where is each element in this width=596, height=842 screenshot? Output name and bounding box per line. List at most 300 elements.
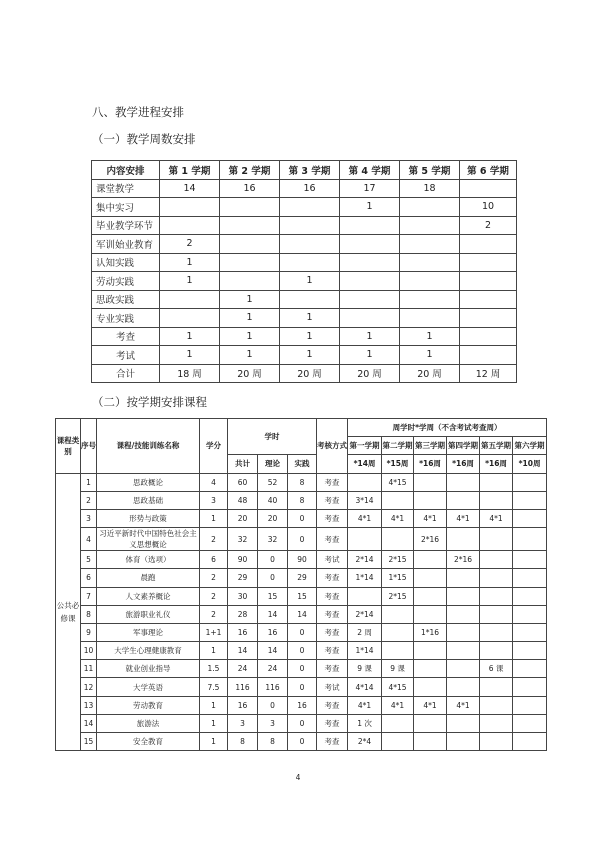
semester-4-cell: 4*1 [447,509,480,527]
week-count-cell [160,198,220,217]
semester-4-cell: 4*1 [447,696,480,714]
hours-practice: 15 [288,587,317,605]
hours-theory: 15 [258,587,288,605]
header-no: 序号 [81,419,97,474]
row-number: 2 [81,491,97,509]
semester-3-cell: 4*1 [414,696,447,714]
semester-6-cell [513,509,547,527]
header-semester-weeks-3: *16周 [414,455,447,473]
hours-total: 14 [228,642,258,660]
hours-total: 20 [228,509,258,527]
header-semester-5: 第 5 学期 [400,161,460,180]
course-name: 劳动教育 [97,696,200,714]
week-count-cell: 1 [160,327,220,346]
semester-2-cell: 2*15 [382,587,414,605]
semester-5-cell [480,642,513,660]
week-count-cell [280,253,340,272]
semester-6-cell [513,623,547,641]
week-count-cell [220,272,280,291]
semester-5-cell [480,678,513,696]
week-count-cell [400,253,460,272]
table-row [92,327,517,346]
semester-5-cell [480,569,513,587]
week-count-cell: 1 [220,327,280,346]
hours-practice: 14 [288,605,317,623]
row-label: 军训始业教育 [92,235,160,254]
header-semester-weeks-4: *16周 [447,455,480,473]
subsection-title-weeks: （一）教学周数安排 [92,132,196,146]
semester-6-cell [513,473,547,491]
header-semester-weeks-6: *10周 [513,455,547,473]
semester-1-cell [348,473,382,491]
course-name: 人文素养概论 [97,587,200,605]
header-exam-method: 考核方式 [317,419,348,474]
row-number: 1 [81,473,97,491]
exam-method: 考查 [317,509,348,527]
week-count-cell [340,253,400,272]
week-count-cell: 10 [460,198,517,217]
hours-theory: 16 [258,623,288,641]
semester-4-cell: 2*16 [447,551,480,569]
hours-practice: 0 [288,509,317,527]
semester-5-cell: 4*1 [480,509,513,527]
course-name: 旅游法 [97,714,200,732]
semester-1-cell: 4*1 [348,696,382,714]
table-row [92,253,517,272]
header-course-name: 课程/技能训练名称 [97,419,200,474]
credit: 6 [200,551,228,569]
week-count-cell [460,235,517,254]
exam-method: 考查 [317,714,348,732]
course-name: 体育（选项） [97,551,200,569]
course-name: 大学英语 [97,678,200,696]
hours-theory: 0 [258,551,288,569]
hours-practice: 8 [288,491,317,509]
week-count-cell [460,346,517,365]
semester-2-cell [382,623,414,641]
row-number: 9 [81,623,97,641]
week-count-cell: 2 [460,216,517,235]
week-count-cell [280,198,340,217]
semester-2-cell: 4*15 [382,678,414,696]
hours-total: 48 [228,491,258,509]
semester-1-cell: 2*4 [348,733,382,751]
week-count-cell [400,309,460,328]
semester-4-cell [447,733,480,751]
table-row [56,569,547,587]
credit: 2 [200,528,228,551]
week-count-cell [460,309,517,328]
semester-3-cell [414,642,447,660]
header-weekly-hours: 周学时*学周（不含考试考查周） [348,419,547,437]
course-name: 大学生心理健康教育 [97,642,200,660]
week-count-cell [340,216,400,235]
hours-practice: 0 [288,660,317,678]
semester-1-cell: 3*14 [348,491,382,509]
table-row [92,346,517,365]
header-semester-3: 第三学期 [414,437,447,455]
week-count-cell [160,216,220,235]
semester-4-cell [447,642,480,660]
table-row [56,714,547,732]
hours-theory: 24 [258,660,288,678]
header-semester-3: 第 3 学期 [280,161,340,180]
week-count-cell [340,235,400,254]
exam-method: 考查 [317,587,348,605]
week-count-cell: 1 [220,309,280,328]
header-semester-weeks-1: *14周 [348,455,382,473]
header-content: 内容安排 [92,161,160,180]
row-label: 合计 [92,364,160,383]
header-semester-6: 第六学期 [513,437,547,455]
week-count-cell: 17 [340,179,400,198]
exam-method: 考查 [317,642,348,660]
semester-2-cell: 9 课 [382,660,414,678]
week-count-cell [220,198,280,217]
semester-3-cell [414,733,447,751]
semester-5-cell [480,714,513,732]
semester-4-cell [447,623,480,641]
course-name: 晨跑 [97,569,200,587]
semester-3-cell: 1*16 [414,623,447,641]
semester-3-cell [414,587,447,605]
table-row [92,290,517,309]
semester-1-cell: 4*14 [348,678,382,696]
hours-theory: 116 [258,678,288,696]
semester-6-cell [513,528,547,551]
table-row [92,235,517,254]
semester-3-cell [414,660,447,678]
exam-method: 考试 [317,551,348,569]
semester-4-cell [447,678,480,696]
exam-method: 考查 [317,623,348,641]
header-hours-total: 共计 [228,455,258,473]
semester-1-cell: 2*14 [348,551,382,569]
week-count-cell [460,272,517,291]
week-count-cell: 20 周 [400,364,460,383]
hours-practice: 0 [288,642,317,660]
semester-1-cell: 1*14 [348,569,382,587]
credit: 1 [200,733,228,751]
row-number: 10 [81,642,97,660]
table-row [56,509,547,527]
hours-total: 16 [228,696,258,714]
row-number: 5 [81,551,97,569]
course-name: 军事理论 [97,623,200,641]
week-count-cell: 1 [400,346,460,365]
week-count-cell: 1 [160,253,220,272]
week-count-cell: 18 周 [160,364,220,383]
semester-5-cell [480,605,513,623]
table-row [56,551,547,569]
table-row [56,528,547,551]
hours-theory: 14 [258,642,288,660]
semester-4-cell [447,714,480,732]
hours-practice: 0 [288,678,317,696]
table-row [56,660,547,678]
semester-5-cell [480,733,513,751]
exam-method: 考查 [317,491,348,509]
credit: 1 [200,642,228,660]
course-name: 思政概论 [97,473,200,491]
row-number: 14 [81,714,97,732]
hours-theory: 40 [258,491,288,509]
hours-total: 28 [228,605,258,623]
row-number: 4 [81,528,97,551]
week-count-cell: 1 [160,272,220,291]
semester-1-cell [348,528,382,551]
table-row [56,587,547,605]
semester-2-cell [382,491,414,509]
week-count-cell [460,327,517,346]
week-count-cell: 1 [220,290,280,309]
semester-2-cell [382,528,414,551]
table-row [92,179,517,198]
category-cell: 公共必修课 [56,473,81,751]
table-row [92,309,517,328]
week-count-cell: 20 周 [280,364,340,383]
semester-4-cell [447,587,480,605]
row-number: 3 [81,509,97,527]
credit: 1 [200,696,228,714]
exam-method: 考查 [317,696,348,714]
table-row [56,678,547,696]
semester-5-cell [480,696,513,714]
week-count-cell: 20 周 [340,364,400,383]
hours-practice: 29 [288,569,317,587]
header-semester-4: 第四学期 [447,437,480,455]
week-count-cell: 16 [220,179,280,198]
week-count-cell: 1 [280,346,340,365]
semester-2-cell [382,733,414,751]
table-row [92,364,517,383]
hours-total: 32 [228,528,258,551]
row-number: 8 [81,605,97,623]
header-semester-2: 第 2 学期 [220,161,280,180]
week-count-cell [460,290,517,309]
semester-1-cell: 2 周 [348,623,382,641]
semester-5-cell [480,623,513,641]
semester-6-cell [513,733,547,751]
week-count-cell [280,290,340,309]
week-count-cell [340,309,400,328]
semester-5-cell: 6 课 [480,660,513,678]
header-hours-theory: 理论 [258,455,288,473]
week-count-cell [280,216,340,235]
hours-total: 16 [228,623,258,641]
exam-method: 考试 [317,678,348,696]
header-hours-practice: 实践 [288,455,317,473]
semester-5-cell [480,587,513,605]
week-count-cell [400,235,460,254]
hours-total: 60 [228,473,258,491]
header-credit: 学分 [200,419,228,474]
hours-theory: 0 [258,569,288,587]
week-count-cell [340,290,400,309]
semester-6-cell [513,569,547,587]
semester-2-cell: 4*1 [382,509,414,527]
course-table [55,418,547,751]
week-count-cell: 1 [280,309,340,328]
week-count-cell [220,235,280,254]
week-count-cell [160,309,220,328]
semester-3-cell: 4*1 [414,509,447,527]
table-row [56,696,547,714]
course-name: 就业创业指导 [97,660,200,678]
hours-practice: 0 [288,714,317,732]
section-title: 八、教学进程安排 [92,105,184,119]
semester-2-cell [382,605,414,623]
week-count-cell: 12 周 [460,364,517,383]
credit: 1 [200,714,228,732]
header-semester-4: 第 4 学期 [340,161,400,180]
week-count-cell: 1 [160,346,220,365]
subsection-title-courses: （二）按学期安排课程 [92,395,207,409]
semester-4-cell [447,473,480,491]
semester-5-cell [480,473,513,491]
semester-4-cell [447,491,480,509]
week-count-cell: 1 [400,327,460,346]
semester-6-cell [513,642,547,660]
header-category: 课程类别 [56,419,81,474]
semester-3-cell [414,551,447,569]
semester-3-cell: 2*16 [414,528,447,551]
header-semester-6: 第 6 学期 [460,161,517,180]
week-count-cell: 1 [340,198,400,217]
semester-4-cell [447,528,480,551]
semester-3-cell [414,491,447,509]
semester-3-cell [414,569,447,587]
hours-total: 8 [228,733,258,751]
credit: 4 [200,473,228,491]
row-number: 13 [81,696,97,714]
credit: 1.5 [200,660,228,678]
week-count-cell: 20 周 [220,364,280,383]
semester-5-cell [480,491,513,509]
row-label: 专业实践 [92,309,160,328]
header-hours: 学时 [228,419,317,455]
table-row [56,733,547,751]
course-name: 安全教育 [97,733,200,751]
row-label: 考试 [92,346,160,365]
semester-6-cell [513,491,547,509]
row-number: 11 [81,660,97,678]
credit: 2 [200,569,228,587]
hours-theory: 3 [258,714,288,732]
semester-6-cell [513,714,547,732]
hours-total: 3 [228,714,258,732]
hours-theory: 52 [258,473,288,491]
table-row [56,473,547,491]
weeks-table-header [92,161,517,180]
hours-practice: 90 [288,551,317,569]
hours-theory: 8 [258,733,288,751]
week-count-cell [280,235,340,254]
credit: 1 [200,509,228,527]
week-count-cell: 2 [160,235,220,254]
week-count-cell: 1 [340,346,400,365]
exam-method: 考查 [317,473,348,491]
header-semester-5: 第五学期 [480,437,513,455]
row-number: 7 [81,587,97,605]
week-count-cell: 16 [280,179,340,198]
hours-practice: 8 [288,473,317,491]
row-number: 12 [81,678,97,696]
semester-2-cell: 4*1 [382,696,414,714]
exam-method: 考查 [317,660,348,678]
semester-1-cell: 1 次 [348,714,382,732]
week-count-cell [400,198,460,217]
semester-3-cell [414,473,447,491]
semester-1-cell: 4*1 [348,509,382,527]
header-semester-weeks-5: *16周 [480,455,513,473]
semester-2-cell: 2*15 [382,551,414,569]
semester-1-cell [348,587,382,605]
semester-3-cell [414,605,447,623]
row-label: 思政实践 [92,290,160,309]
hours-total: 29 [228,569,258,587]
week-count-cell: 1 [340,327,400,346]
credit: 2 [200,587,228,605]
header-semester-weeks-2: *15周 [382,455,414,473]
row-number: 6 [81,569,97,587]
exam-method: 考查 [317,569,348,587]
row-label: 劳动实践 [92,272,160,291]
hours-total: 30 [228,587,258,605]
row-number: 15 [81,733,97,751]
page-number: 4 [295,773,301,782]
semester-4-cell [447,569,480,587]
hours-theory: 32 [258,528,288,551]
course-name: 形势与政策 [97,509,200,527]
week-count-cell: 14 [160,179,220,198]
semester-2-cell [382,714,414,732]
semester-1-cell: 2*14 [348,605,382,623]
table-row [56,605,547,623]
hours-practice: 0 [288,623,317,641]
semester-5-cell [480,551,513,569]
hours-total: 90 [228,551,258,569]
week-count-cell [400,272,460,291]
semester-6-cell [513,551,547,569]
week-count-cell [400,216,460,235]
hours-theory: 20 [258,509,288,527]
semester-2-cell: 1*15 [382,569,414,587]
week-count-cell [400,290,460,309]
hours-theory: 14 [258,605,288,623]
table-row [56,642,547,660]
header-semester-1: 第一学期 [348,437,382,455]
week-count-cell [220,216,280,235]
row-label: 考查 [92,327,160,346]
semester-6-cell [513,587,547,605]
semester-1-cell: 9 课 [348,660,382,678]
semester-6-cell [513,605,547,623]
header-semester-2: 第二学期 [382,437,414,455]
week-count-cell: 1 [220,346,280,365]
row-label: 毕业教学环节 [92,216,160,235]
row-label: 集中实习 [92,198,160,217]
semester-6-cell [513,696,547,714]
week-count-cell [460,253,517,272]
week-count-cell [220,253,280,272]
hours-practice: 16 [288,696,317,714]
course-name: 思政基础 [97,491,200,509]
credit: 7.5 [200,678,228,696]
credit: 3 [200,491,228,509]
semester-6-cell [513,678,547,696]
hours-practice: 0 [288,528,317,551]
